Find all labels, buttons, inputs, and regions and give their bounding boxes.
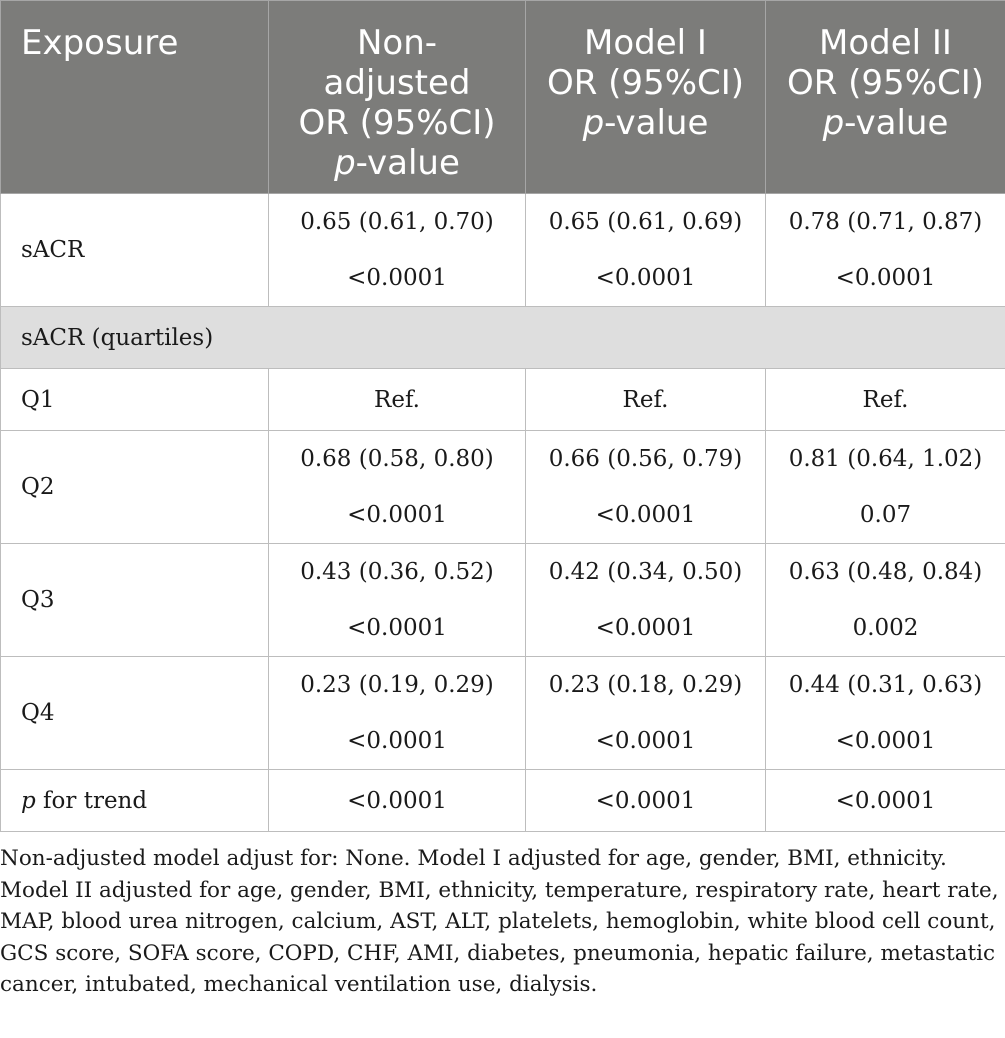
cell-model-1 [526, 544, 766, 657]
cell-model-1: Ref. [526, 369, 766, 431]
cell-pvalue: <0.0001 [595, 502, 696, 528]
header-pvalue-text: -value [355, 143, 460, 183]
header-p-italic: p [334, 143, 356, 183]
header-p-italic: p [582, 103, 605, 143]
table-header [1, 1, 1005, 194]
table-row-q4 [1, 657, 1005, 770]
cell-non-adjusted [269, 657, 526, 770]
table-row-q3 [1, 544, 1005, 657]
cell-model-2: Ref. [766, 369, 1005, 431]
header-non-adjusted-line2: adjusted [323, 63, 471, 103]
cell-model-1 [526, 194, 766, 307]
cell-or: 0.81 (0.64, 1.02) [788, 446, 983, 472]
row-label: sACR [1, 194, 269, 307]
trend-label-text: for trend [35, 787, 148, 814]
header-model-2-pvalue [774, 103, 997, 143]
cell-model-1 [526, 657, 766, 770]
cell-pvalue: <0.0001 [835, 728, 936, 754]
header-model-2-line1: Model II [819, 23, 952, 63]
cell-or: 0.23 (0.19, 0.29) [300, 672, 494, 698]
header-model-1-pvalue [534, 103, 757, 143]
cell-or: 0.43 (0.36, 0.52) [300, 559, 494, 585]
cell-pvalue: 0.07 [859, 502, 912, 528]
table-row-trend [1, 770, 1005, 832]
table-row-sacr [1, 194, 1005, 307]
cell-or: 0.66 (0.56, 0.79) [548, 446, 743, 472]
cell-or: 0.65 (0.61, 0.70) [300, 209, 494, 235]
row-label: Q4 [1, 657, 269, 770]
row-label: Q3 [1, 544, 269, 657]
cell-pvalue: <0.0001 [595, 728, 696, 754]
cell-model-2 [766, 431, 1005, 544]
row-label: Q1 [1, 369, 269, 431]
header-model-1 [526, 1, 766, 194]
cell-non-adjusted [269, 194, 526, 307]
header-row [1, 1, 1005, 194]
table-row-q2 [1, 431, 1005, 544]
row-label-trend [1, 770, 269, 832]
table-footnote: Non-adjusted model adjust for: None. Model I adjusted for age, gender, BMI, ethnicity. Model II adjusted for age, gender, BMI, ethnicity, temperature, respiratory rate, heart rate, MAP, blood urea nitrogen, calcium, AST, ALT, platelets, hemoglobin, white blood cell count, GCS score, SOFA score, COPD, CHF, AMI, diabetes, pneumonia, hepatic failure, metastatic cancer, intubated, mechanical ventilation use, dialysis. [0, 846, 999, 997]
cell-model-1 [526, 431, 766, 544]
cell-pvalue: <0.0001 [595, 615, 696, 641]
table-row-group [1, 307, 1005, 369]
header-p-italic: p [822, 103, 845, 143]
header-exposure: Exposure [1, 1, 269, 194]
cell-or: 0.63 (0.48, 0.84) [788, 559, 983, 585]
cell-or: 0.23 (0.18, 0.29) [548, 672, 743, 698]
cell-non-adjusted [269, 544, 526, 657]
cell-model-2: <0.0001 [766, 770, 1005, 832]
trend-p-italic: p [21, 787, 36, 814]
cell-pvalue: <0.0001 [347, 728, 447, 754]
cell-model-1: <0.0001 [526, 770, 766, 832]
table-row-q1 [1, 369, 1005, 431]
cell-pvalue: <0.0001 [347, 502, 447, 528]
header-model-2 [766, 1, 1005, 194]
cell-or: 0.78 (0.71, 0.87) [788, 209, 983, 235]
header-non-adjusted-pvalue [277, 143, 517, 183]
cell-model-2 [766, 657, 1005, 770]
cell-non-adjusted: <0.0001 [269, 770, 526, 832]
cell-or: 0.44 (0.31, 0.63) [788, 672, 983, 698]
cell-pvalue: 0.002 [852, 615, 919, 641]
cell-non-adjusted: Ref. [269, 369, 526, 431]
header-model-2-line2: OR (95%CI) [786, 63, 985, 103]
header-model-1-line2: OR (95%CI) [546, 63, 745, 103]
cell-or: 0.68 (0.58, 0.80) [300, 446, 494, 472]
header-model-1-line1: Model I [584, 23, 707, 63]
header-pvalue-text: -value [604, 103, 709, 143]
header-non-adjusted [269, 1, 526, 194]
cell-or: 0.65 (0.61, 0.69) [548, 209, 743, 235]
row-label: Q2 [1, 431, 269, 544]
table-body [1, 194, 1005, 832]
cell-model-2 [766, 544, 1005, 657]
header-pvalue-text: -value [844, 103, 949, 143]
cell-pvalue: <0.0001 [347, 265, 447, 291]
cell-pvalue: <0.0001 [835, 265, 936, 291]
header-non-adjusted-line1: Non- [356, 23, 438, 63]
group-label: sACR (quartiles) [1, 307, 1005, 369]
cell-pvalue: <0.0001 [595, 265, 696, 291]
cell-pvalue: <0.0001 [347, 615, 447, 641]
header-non-adjusted-line3: OR (95%CI) [298, 103, 496, 143]
cell-or: 0.42 (0.34, 0.50) [548, 559, 743, 585]
cell-non-adjusted [269, 431, 526, 544]
cell-model-2 [766, 194, 1005, 307]
